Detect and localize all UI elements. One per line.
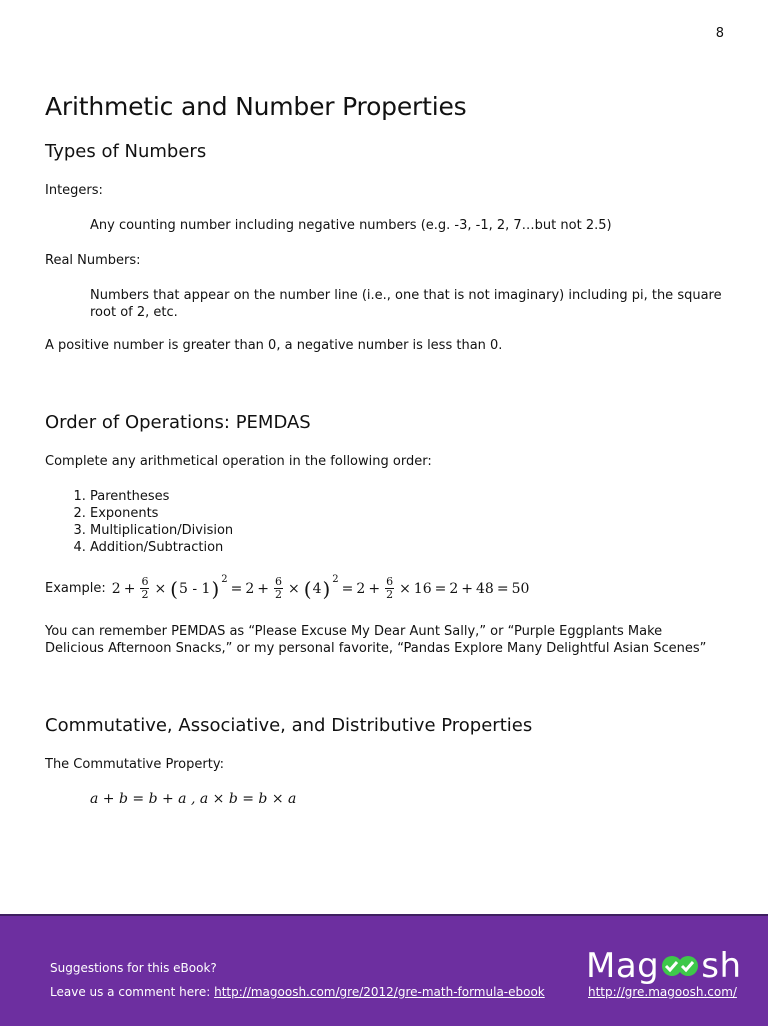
footer [0, 914, 768, 1026]
pemdas-steps-list [45, 488, 725, 556]
page-number: 8 [715, 26, 724, 41]
example-label: Example: [45, 581, 106, 596]
commutative-formula: a + b = b + a , a × b = b × a [90, 791, 297, 807]
suggestions-text: Suggestions for this eBook? [50, 961, 217, 975]
pemdas-intro: Complete any arithmetical operation in the following order: [45, 454, 432, 469]
comment-line [50, 985, 545, 999]
commutative-label: The Commutative Property: [45, 757, 224, 772]
comment-prefix: Leave us a comment here: [50, 985, 211, 999]
example-equation: 2 + $\frac{6}{2}$ × ( 5 - 1 ) 2 = 2 + $\frac{6}{2}$ × ( 4 ) 2 = 2 + $\frac{6}{2}$ × 16 = 2 + 48 = 50 [111, 574, 530, 601]
pemdas-mnemonic: You can remember PEMDAS as “Please Excuse My Dear Aunt Sally,” or “Purple Eggplants Make Delicious Afternoon Snacks,” or my personal favorite, “Pandas Explore Many Delightful Asian Scenes” [45, 624, 707, 656]
site-link[interactable]: http://gre.magoosh.com/ [588, 985, 737, 999]
list-item: 2. Exponents [90, 505, 725, 522]
sign-note: A positive number is greater than 0, a negative number is less than 0. [45, 338, 503, 353]
page-title: Arithmetic and Number Properties [45, 92, 467, 121]
pemdas-example [45, 576, 725, 601]
list-item: 3. Multiplication/Division [90, 522, 725, 539]
properties-heading: Commutative, Associative, and Distributive Properties [45, 715, 533, 736]
list-item: 1. Parentheses [90, 488, 725, 505]
list-item: 4. Addition/Subtraction [90, 539, 725, 556]
integers-description: Any counting number including negative numbers (e.g. -3, -1, 2, 7…but not 2.5) [90, 218, 612, 233]
document-body [45, 92, 725, 807]
integers-label: Integers: [45, 183, 103, 198]
magoosh-logo[interactable]: Mag sh [586, 946, 742, 986]
real-numbers-description: Numbers that appear on the number line (i.e., one that is not imaginary) including pi, the square root of 2, etc. [90, 288, 722, 320]
pemdas-heading: Order of Operations: PEMDAS [45, 412, 311, 433]
types-of-numbers-heading: Types of Numbers [45, 141, 207, 162]
double-check-icon [660, 953, 700, 979]
comment-link[interactable]: http://magoosh.com/gre/2012/gre-math-formula-ebook [214, 985, 545, 999]
real-numbers-label: Real Numbers: [45, 253, 141, 268]
